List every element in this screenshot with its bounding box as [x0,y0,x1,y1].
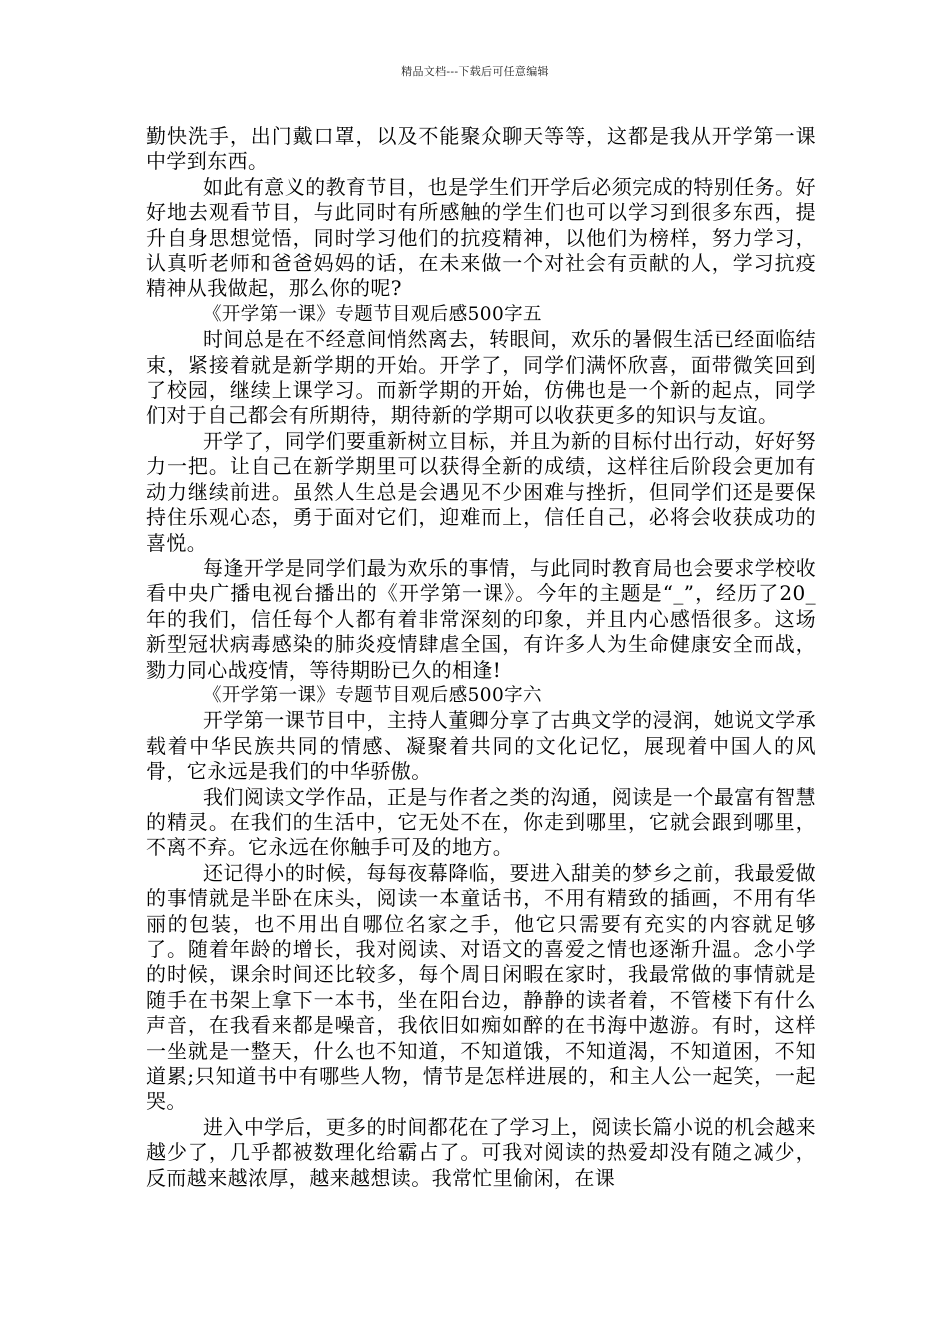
paragraph: 进入中学后，更多的时间都花在了学习上，阅读长篇小说的机会越来越少了，几乎都被数理化给霸占了。可我对阅读的热爱却没有随之减少，反而越来越浓厚，越来越想读。我常忙里偷闲，在课 [146,1114,816,1190]
section-heading: 《开学第一课》专题节目观后感500字六 [203,684,542,706]
paragraph: 开学了，同学们要重新树立目标，并且为新的目标付出行动，好好努力一把。让自己在新学期里可以获得全新的成绩，这样往后阶段会更加有动力继续前进。虽然人生总是会遇见不少困难与挫折，但同学们还是要保持住乐观心态，勇于面对它们，迎难而上，信任自己，必将会收获成功的喜悦。 [146,428,816,555]
paragraph: 时间总是在不经意间悄然离去，转眼间，欢乐的暑假生活已经面临结束，紧接着就是新学期的开始。开学了，同学们满怀欣喜，面带微笑回到了校园，继续上课学习。而新学期的开始，仿佛也是一个新的起点，同学们对于自己都会有所期待，期待新的学期可以收获更多的知识与友谊。 [146,327,816,428]
section-heading: 《开学第一课》专题节目观后感500字五 [203,303,542,325]
page-header: 精品文档---下载后可任意编辑 [401,65,549,78]
paragraph: 我们阅读文学作品，正是与作者之类的沟通，阅读是一个最富有智慧的精灵。在我们的生活中，它无处不在，你走到哪里，它就会跟到哪里，不离不弃。它永远在你触手可及的地方。 [146,784,816,860]
paragraph: 如此有意义的教育节目，也是学生们开学后必须完成的特别任务。好好地去观看节目，与此同时有所感触的学生们也可以学习到很多东西，提升自身思想觉悟，同时学习他们的抗疫精神，以他们为榜样，努力学习，认真听老师和爸爸妈妈的话，在未来做一个对社会有贡献的人，学习抗疫精神从我做起，那么你的呢? [146,174,816,301]
paragraph-continuation: 勤快洗手，出门戴口罩，以及不能聚众聊天等等，这都是我从开学第一课中学到东西。 [146,124,816,174]
paragraph: 开学第一课节目中，主持人董卿分享了古典文学的浸润，她说文学承载着中华民族共同的情感、凝聚着共同的文化记忆，展现着中国人的风骨，它永远是我们的中华骄傲。 [146,708,816,784]
paragraph: 每逢开学是同学们最为欢乐的事情，与此同时教育局也会要求学校收看中央广播电视台播出的《开学第一课》。今年的主题是“_”，经历了20_年的我们，信任每个人都有着非常深刻的印象，并且内心感悟很多。这场新型冠状病毒感染的肺炎疫情肆虐全国，有许多人为生命健康安全而战，勠力同心战疫情，等待期盼已久的相逢! [146,555,816,682]
document-body [146,124,816,1191]
paragraph: 还记得小的时候，每每夜幕降临，要进入甜美的梦乡之前，我最爱做的事情就是半卧在床头，阅读一本童话书，不用有精致的插画，不用有华丽的包装，也不用出自哪位名家之手，他它只需要有充实的内容就足够了。随着年龄的增长，我对阅读、对语文的喜爱之情也逐渐升温。念小学的时候，课余时间还比较多，每个周日闲暇在家时，我最常做的事情就是随手在书架上拿下一本书，坐在阳台边，静静的读者着，不管楼下有什么声音，在我看来都是噪音，我依旧如痴如醉的在书海中遨游。有时，这样一坐就是一整天，什么也不知道，不知道饿，不知道渴，不知道困，不知道累;只知道书中有哪些人物，情节是怎样进展的，和主人公一起笑，一起哭。 [146,860,816,1114]
